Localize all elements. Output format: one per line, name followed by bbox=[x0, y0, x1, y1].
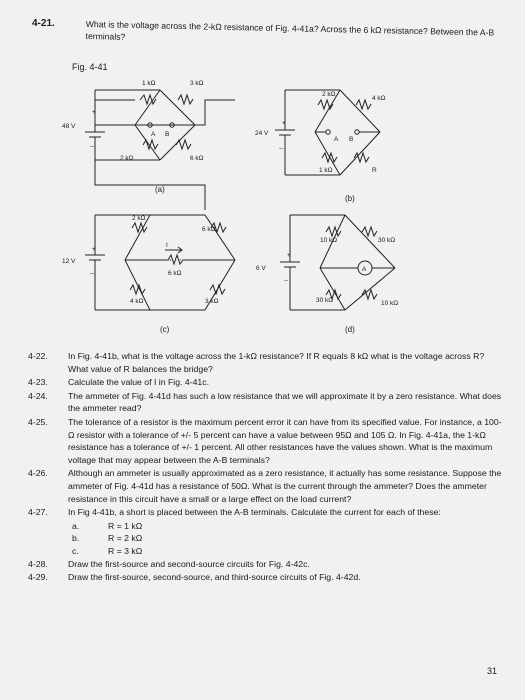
label-a-plus: + bbox=[92, 109, 96, 116]
label-a-6k: 6 kΩ bbox=[190, 155, 204, 162]
problem-4-22: 4-22. In Fig. 4-41b, what is the voltage across the 1-kΩ resistance? If R equals 8 kΩ what is the voltage across R? What value of R balances the bridge? bbox=[28, 351, 485, 374]
label-c-minus: -- bbox=[90, 270, 95, 277]
caption-c: (c) bbox=[160, 325, 170, 334]
label-a-node-b: B bbox=[165, 131, 170, 138]
problem-4-24: 4-24. The ammeter of Fig. 4-41d has such a low resistance that we will approximate it by a zero resistance. What does the ammeter read? bbox=[28, 390, 502, 414]
caption-d: (d) bbox=[345, 325, 355, 334]
label-c-6k-mid: 6 kΩ bbox=[168, 270, 182, 277]
problem-text-4-21: What is the voltage across the 2-kΩ resistance of Fig. 4-41a? Across the 6 kΩ resistance? Between the A-B terminals? bbox=[85, 18, 495, 42]
label-a-1k: 1 kΩ bbox=[142, 80, 156, 87]
problem-4-27: 4-27. In Fig 4-41b, a short is placed between the A-B terminals. Calculate the current for each of these: bbox=[28, 507, 441, 518]
label-b-plus: + bbox=[282, 120, 286, 127]
problem-list bbox=[28, 350, 503, 585]
label-d-plus: + bbox=[287, 252, 291, 259]
problem-4-29: 4-29. Draw the first-source, second-source, and third-source circuits of Fig. 4-42d. bbox=[28, 572, 361, 583]
caption-a: (a) bbox=[155, 185, 165, 194]
label-a-3k: 3 kΩ bbox=[190, 80, 204, 87]
subitem-a: a. R = 1 kΩ bbox=[72, 520, 143, 531]
label-d-30k-bottom: 30 kΩ bbox=[316, 297, 334, 304]
label-c-4k: 4 kΩ bbox=[130, 298, 144, 305]
problem-4-28: 4-28. Draw the first-source and second-source circuits for Fig. 4-42c. bbox=[28, 558, 310, 569]
label-d-minus: -- bbox=[284, 277, 289, 284]
subitem-c: c. R = 3 kΩ bbox=[72, 545, 143, 556]
ammeter-icon: A bbox=[362, 266, 367, 273]
subitem-b: b. R = 2 kΩ bbox=[72, 533, 143, 544]
label-b-1k: 1 kΩ bbox=[319, 167, 333, 174]
label-c-3k: 3 kΩ bbox=[205, 298, 219, 305]
label-d-10k-bottom: 10 kΩ bbox=[381, 300, 399, 307]
label-a-minus: -- bbox=[90, 143, 95, 150]
label-d-30k-top: 30 kΩ bbox=[378, 237, 396, 244]
label-c-current: I bbox=[166, 242, 168, 249]
label-b-node-a: A bbox=[334, 136, 339, 143]
label-a-voltage: 48 V bbox=[62, 123, 76, 130]
label-d-10k-top: 10 kΩ bbox=[320, 237, 338, 244]
figure-title: Fig. 4-41 bbox=[72, 62, 108, 72]
caption-b: (b) bbox=[345, 194, 355, 203]
label-a-node-a: A bbox=[151, 131, 156, 138]
label-c-voltage: 12 V bbox=[62, 258, 76, 265]
problem-number-4-21: 4-21. bbox=[32, 18, 55, 29]
circuit-d bbox=[280, 215, 395, 310]
problem-4-26: 4-26. Although an ammeter is usually approximated as a zero resistance, it actually has some resistance. Suppose the ammeter of Fig. 4-41d has a resistance of 50Ω. What is the current through the ammeter? Does the ammeter resistance in this circuit have a small or a large effect on the load current? bbox=[28, 468, 502, 504]
label-a-2k: 2 kΩ bbox=[120, 155, 134, 162]
problem-4-23: 4-23. Calculate the value of I in Fig. 4-41c. bbox=[28, 377, 210, 388]
label-b-node-b: B bbox=[349, 136, 354, 143]
label-c-6k-top: 6 kΩ bbox=[202, 226, 216, 233]
problem-4-25: 4-25. The tolerance of a resistor is the maximum percent error it can have from its specified value. For instance, a 100-Ω resistor with a tolerance of +/- 5 percent can have a value between 95Ω and 105 Ω. In Fig. 4-41a, the 1-kΩ resistance has a tolerance of +/- 1 percent. All other resistances have the values shown. What is the maximum voltage that may appear between the A-B terminals? bbox=[28, 416, 502, 465]
label-c-2k: 2 kΩ bbox=[132, 215, 146, 222]
label-b-2k: 2 kΩ bbox=[322, 91, 336, 98]
circuit-b bbox=[275, 90, 380, 175]
label-b-4k: 4 kΩ bbox=[372, 95, 386, 102]
label-b-minus: -- bbox=[279, 145, 284, 152]
label-d-voltage: 6 V bbox=[256, 265, 266, 272]
label-c-plus: + bbox=[92, 246, 96, 253]
page-number: 31 bbox=[487, 666, 498, 676]
label-b-r: R bbox=[372, 167, 377, 174]
label-b-voltage: 24 V bbox=[255, 130, 269, 137]
